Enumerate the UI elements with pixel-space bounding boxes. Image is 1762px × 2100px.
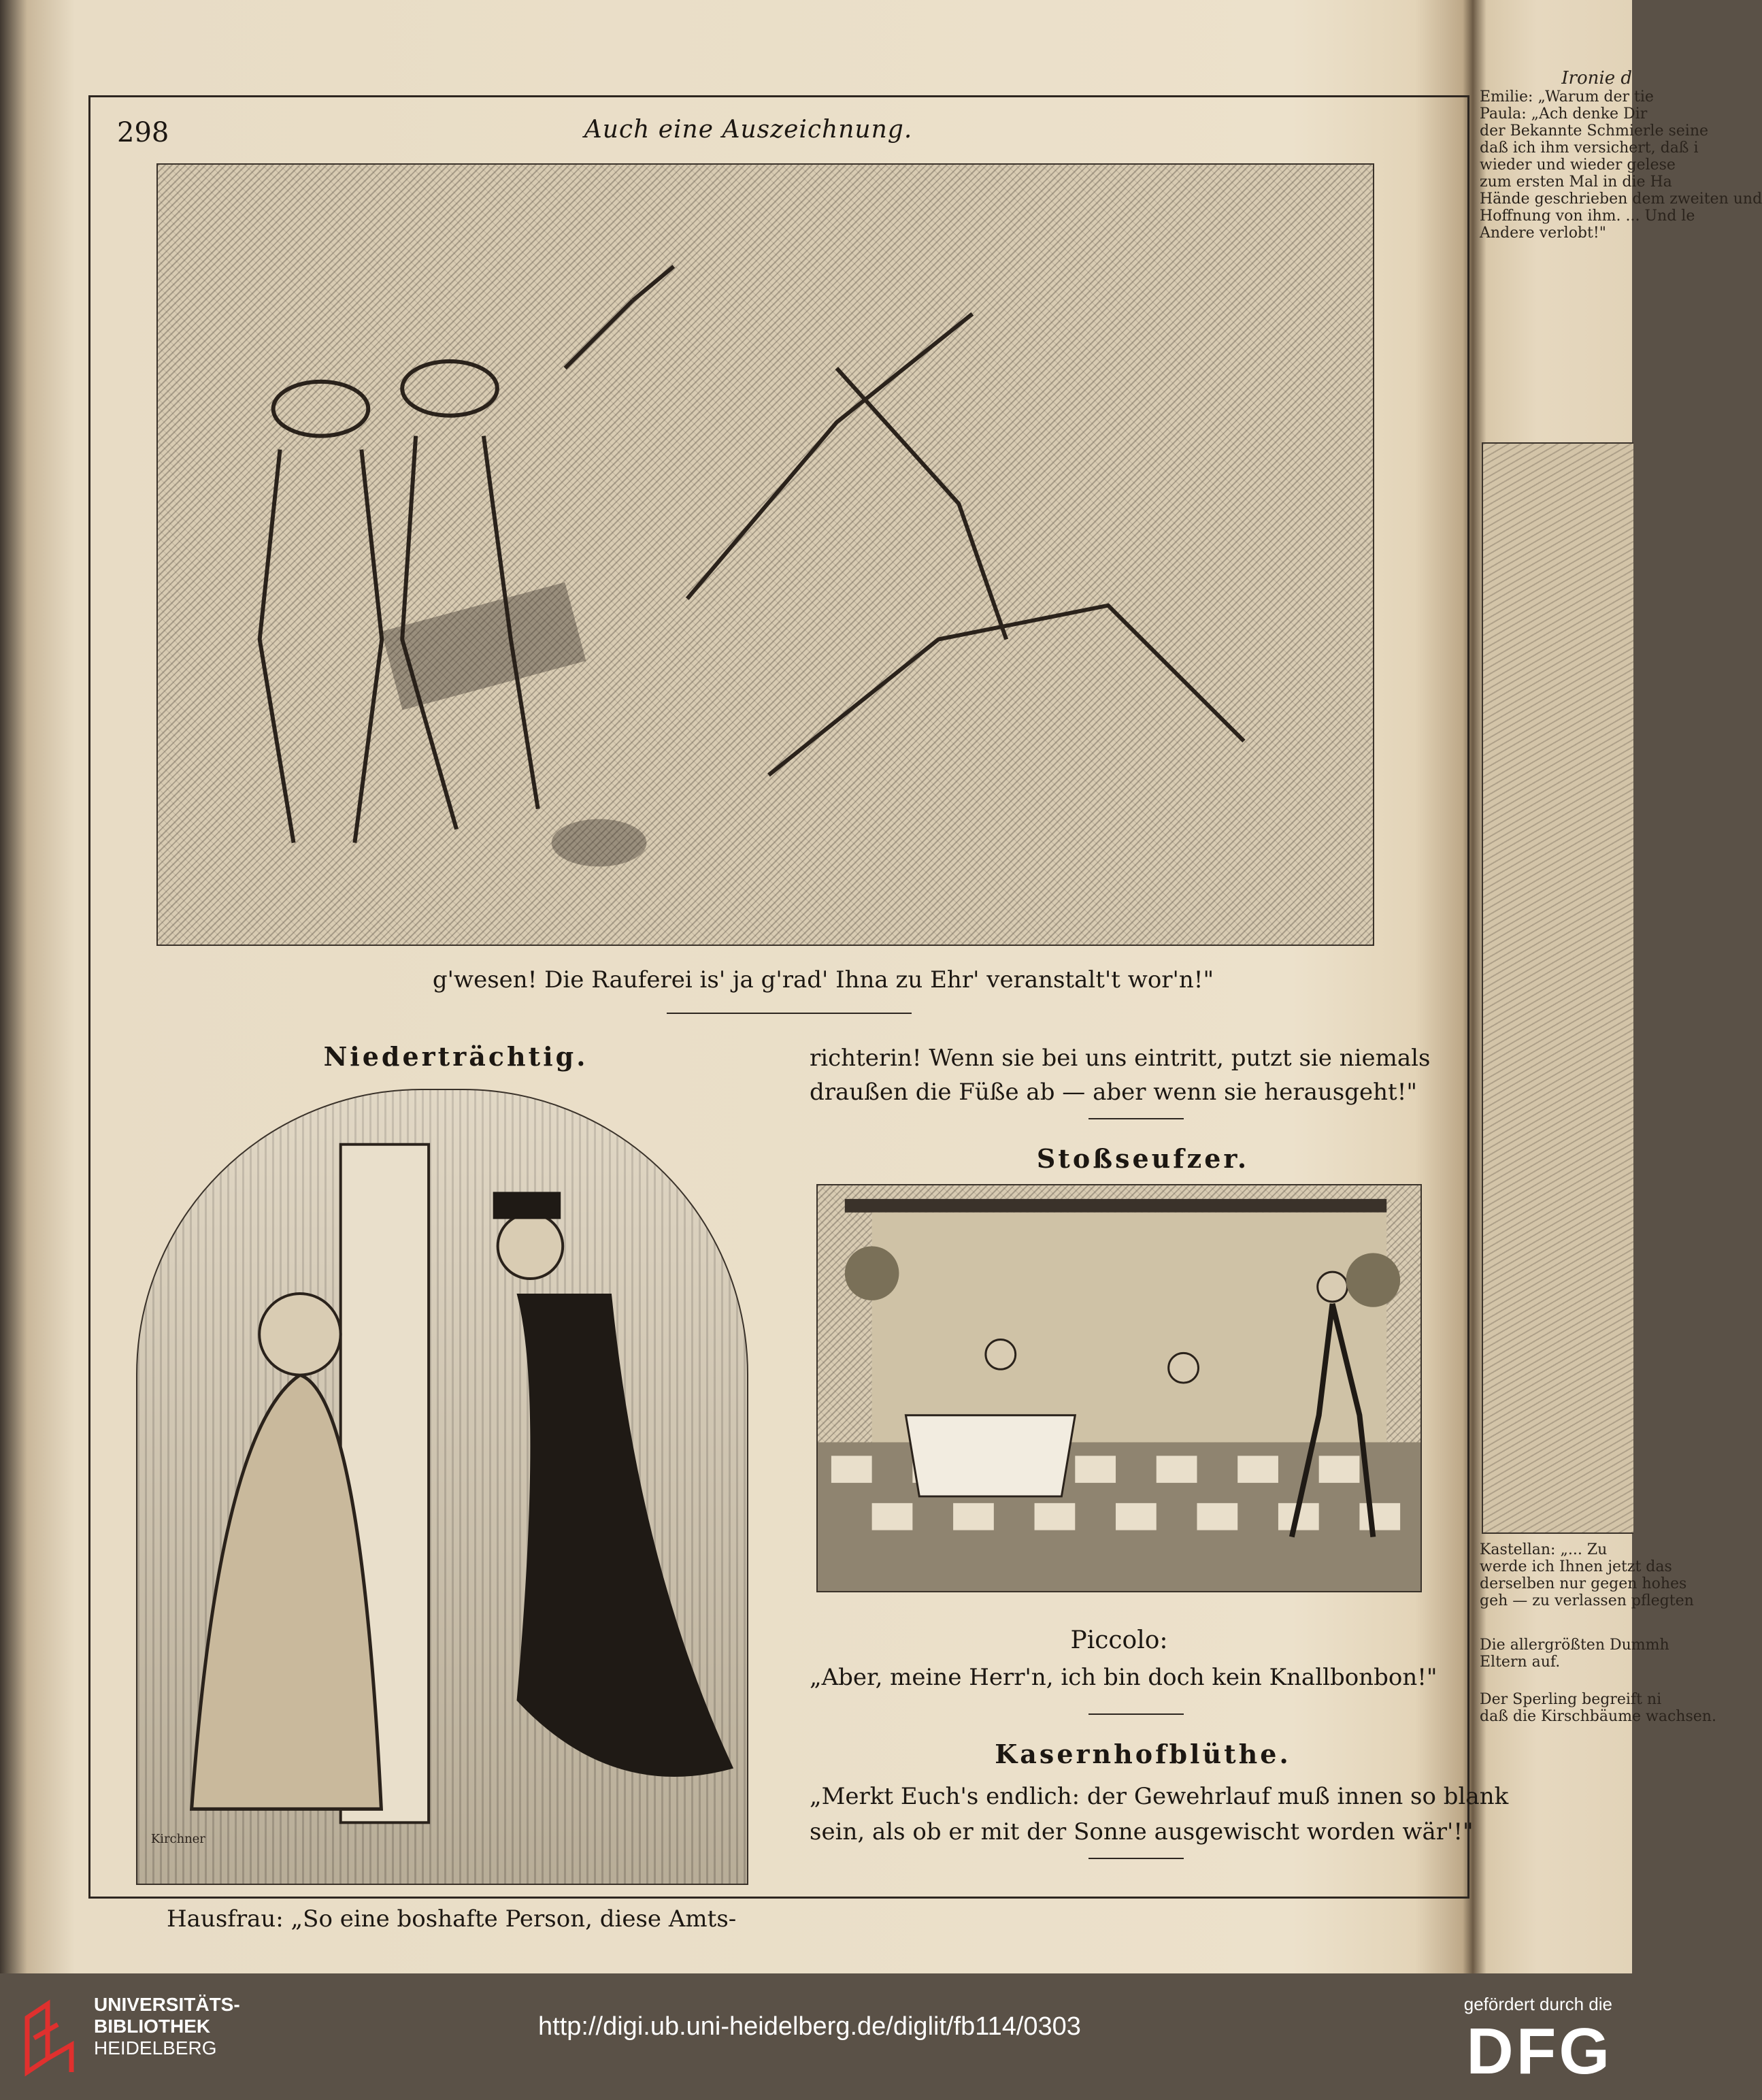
section-title-niedertraechtig: Niederträchtig. bbox=[323, 1041, 588, 1072]
cafe-illustration bbox=[816, 1184, 1422, 1592]
section-title-kasernhofbluethe: Kasernhofblüthe. bbox=[995, 1739, 1291, 1769]
library-name: UNIVERSITÄTS- BIBLIOTHEK HEIDELBERG bbox=[94, 1994, 240, 2058]
doorway-illustration bbox=[136, 1089, 748, 1885]
brawl-figures bbox=[158, 165, 1373, 945]
funded-by-label: gefördert durch die bbox=[1463, 1994, 1612, 2014]
dfg-logo: DFG bbox=[1466, 2015, 1612, 2088]
brawl-caption: g'wesen! Die Rauferei is' ja g'rad' Ihna zu Ehr' veranstalt't wor'n!" bbox=[432, 966, 1214, 994]
neighbor-page-text-top: Ironie d Emilie: „Warum der tie Paula: „Ach denke Dir der Bekannte Schmierle seine daß ich ihm versichert, daß i wieder und wieder gelese zum ersten Mal in die Ha Hände geschrieben dem zweiten und Hoffnung von ihm. ... Und le Andere verlobt!" bbox=[1480, 68, 1762, 242]
hausfrau-caption: Hausfrau: „So eine boshafte Person, diese Amts- bbox=[167, 1905, 737, 1933]
brawl-illustration bbox=[156, 163, 1374, 946]
page-number: 298 bbox=[117, 117, 169, 148]
divider bbox=[1088, 1713, 1184, 1715]
running-head: Auch eine Auszeichnung. bbox=[584, 116, 913, 144]
neighbor-page-illustration bbox=[1482, 442, 1633, 1534]
neighbor-page-text-bottom: Kastellan: „... Zu werde ich Ihnen jetzt das derselben nur gegen hohes geh — zu verlassen pflegten Die allergrößten Dummh Eltern auf. Der Sperling begreift ni daß die Kirschbäume wachsen. bbox=[1480, 1541, 1716, 1725]
niedertraechtig-continuation-1: richterin! Wenn sie bei uns eintritt, putzt sie niemals bbox=[810, 1045, 1431, 1072]
university-library-logo-icon bbox=[20, 1997, 82, 2079]
doorway-figures bbox=[137, 1090, 747, 1884]
kasernhof-line-1: „Merkt Euch's endlich: der Gewehrlauf muß innen so blank bbox=[810, 1783, 1509, 1810]
divider bbox=[1088, 1118, 1184, 1119]
permalink-url[interactable]: http://digi.ub.uni-heidelberg.de/diglit/fb114/0303 bbox=[538, 2012, 1081, 2041]
cafe-figures bbox=[818, 1185, 1420, 1591]
niedertraechtig-continuation-2: draußen die Füße ab — aber wenn sie herausgeht!" bbox=[810, 1079, 1417, 1106]
divider bbox=[1088, 1858, 1184, 1859]
artist-signature: Kirchner bbox=[150, 1832, 205, 1847]
divider bbox=[667, 1013, 912, 1014]
piccolo-caption: „Aber, meine Herr'n, ich bin doch kein Knallbonbon!" bbox=[810, 1664, 1437, 1691]
piccolo-speaker: Piccolo: bbox=[1070, 1626, 1168, 1654]
section-title-stossseufzer: Stoßseufzer. bbox=[1036, 1143, 1250, 1174]
kasernhof-line-2: sein, als ob er mit der Sonne ausgewischt worden wär'!" bbox=[810, 1818, 1474, 1845]
